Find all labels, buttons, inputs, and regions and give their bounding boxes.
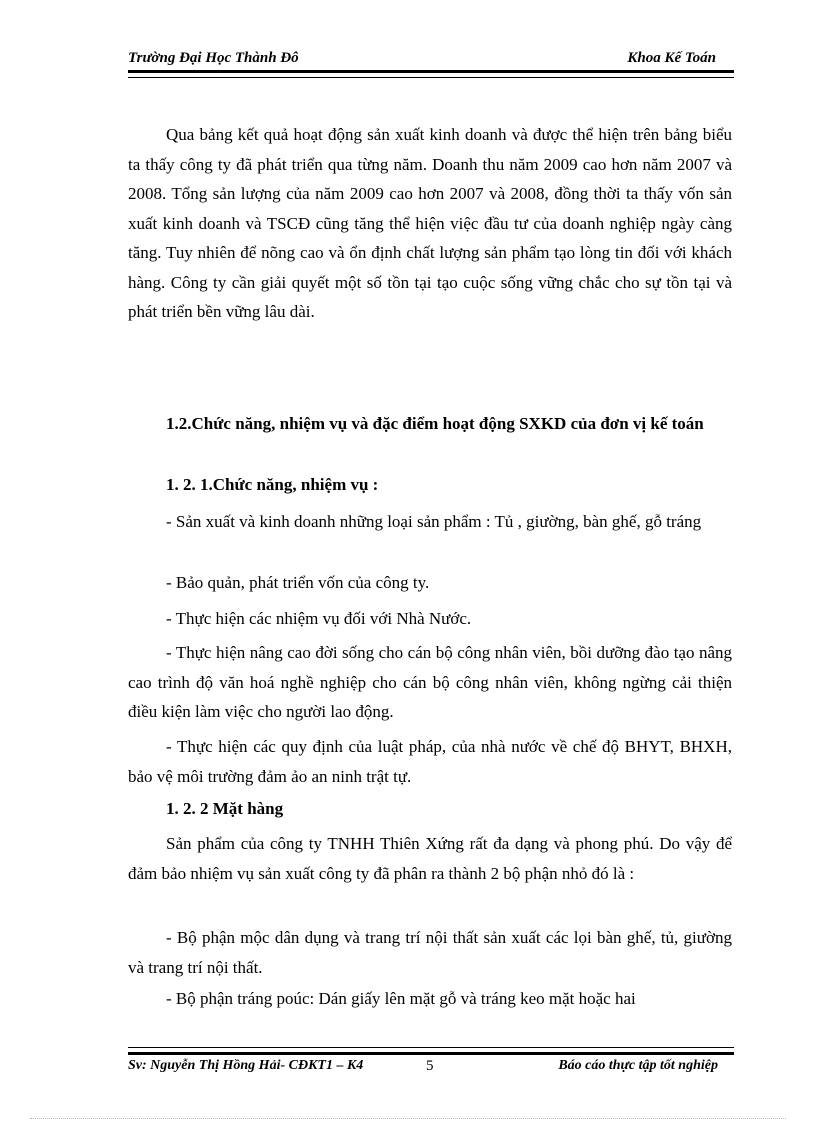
list-item-production: - Sản xuất và kinh doanh những loại sản phẩm : Tủ , giường, bàn ghế, gỗ tráng [166,512,702,531]
header-school-name: Trường Đại Học Thành Đô [128,50,299,66]
subsection-heading-1-2-2: 1. 2. 2 Mặt hàng [166,799,284,818]
page-header [128,48,732,70]
list-item-capital: - Bảo quản, phát triển vốn của công ty. [166,573,430,592]
list-item-carpentry: - Bộ phận mộc dân dụng và trang trí nội thất sản xuất các lọi bàn ghế, tủ, giường và trang trí nội thất. [128,928,732,977]
page-footer [128,1056,732,1078]
list-item-state-duties: - Thực hiện các nhiệm vụ đối với Nhà Nước. [166,609,472,628]
page-number: 5 [426,1058,434,1074]
paragraph-summary: Qua bảng kết quả hoạt động sản xuất kinh doanh và được thể hiện trên bảng biểu ta thấy công ty đã phát triển qua từng năm. Doanh thu năm 2009 cao hơn năm 2007 và 2008. Tổng sản lượng của năm 2009 cao hơn 2007 và 2008, đồng thời ta thấy vốn sản xuất kinh doanh và TSCĐ cũng tăng thể hiện việc đầu tư của doanh nghiệp ngày càng tăng. Tuy nhiên để nõng cao và ổn định chất lượng sản phẩm tạo lòng tin đối với khách hàng. Công ty cần giải quyết một số tồn tại tạo cuộc sống vững chắc cho sự tồn tại và phát triển bền vững lâu dài. [128,125,732,321]
section-heading-1-2: 1.2.Chức năng, nhiệm vụ và đặc điểm hoạt động SXKD của đơn vị kế toán [166,414,704,433]
footer-divider [128,1047,734,1055]
footer-student-name: Sv: Nguyễn Thị Hồng Hải- CĐKT1 – K4 [128,1058,364,1073]
footer-report-title: Báo cáo thực tập tốt nghiệp [558,1058,718,1073]
list-item-employee-welfare: - Thực hiện nâng cao đời sống cho cán bộ công nhân viên, bồi dưỡng đào tạo nâng cao trình độ văn hoá nghề nghiệp cho cán bộ công nhân viên, không ngừng cải thiện điều kiện làm việc cho người lao động. [128,643,732,721]
header-divider [128,70,734,78]
page-bottom-dotted-line [30,1118,786,1119]
header-department: Khoa Kế Toán [627,50,716,66]
paragraph-products: Sản phẩm của công ty TNHH Thiên Xứng rất đa dạng và phong phú. Do vậy để đảm bảo nhiệm vụ sản xuất công ty đã phân ra thành 2 bộ phận nhỏ đó là : [128,834,732,883]
list-item-regulations: - Thực hiện các quy định của luật pháp, của nhà nước về chế độ BHYT, BHXH, bảo vệ môi trường đảm ảo an ninh trật tự. [128,737,732,786]
subsection-heading-1-2-1: 1. 2. 1.Chức năng, nhiệm vụ : [166,475,379,494]
list-item-coating: - Bộ phận tráng poúc: Dán giấy lên mặt gỗ và tráng keo mặt hoặc hai [166,989,636,1008]
